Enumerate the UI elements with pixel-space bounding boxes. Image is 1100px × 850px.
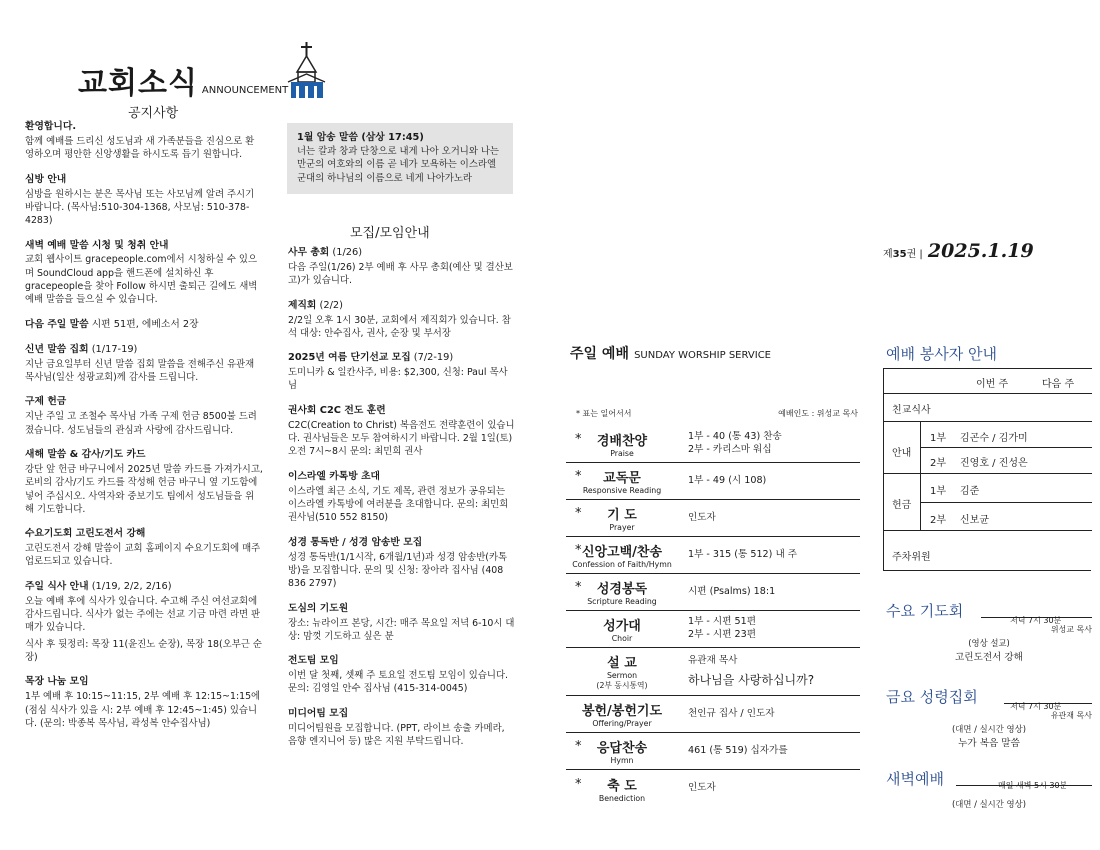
side-title: 새벽예배: [886, 770, 944, 788]
announcement-heading: 2025년 여름 단기선교 모집: [288, 352, 411, 364]
page-subtitle: 공지사항: [128, 106, 179, 121]
col-this-week: 이번 주: [976, 379, 1009, 390]
worship-meta: [576, 408, 858, 419]
announcement-item: [288, 351, 516, 393]
order-detail: [678, 475, 860, 488]
order-title-ko: 교독문: [603, 471, 641, 486]
worship-order-row: [566, 696, 860, 733]
servant-offering: 헌금: [892, 500, 912, 511]
announcement-date: (1/19, 2/2, 2/16): [88, 580, 172, 592]
announcement-body: 장소: 뉴라이프 본당, 시간: 매주 목요일 저녁 6-10시 대상: 맘껏 기도하고 싶은 분: [288, 617, 515, 642]
friday-service: [886, 686, 1092, 749]
side-title: 금요 성령집회: [886, 688, 978, 706]
side-line: 고린도전서 강해: [955, 652, 1023, 663]
announcement-heading: 새벽 예배 말씀 시청 및 청취 안내: [25, 239, 169, 251]
announcement-title: [288, 404, 516, 418]
usher-names-1: 김곤수 / 김가미: [960, 433, 1028, 444]
side-time: 저녁 7시 30분: [1010, 702, 1062, 711]
order-detail-line: 시편 (Psalms) 18:1: [688, 585, 776, 597]
worship-order-row: [566, 463, 860, 500]
announcement-title: [288, 299, 516, 313]
order-title-en: Sermon: [606, 671, 638, 680]
announcement-body: 지난 금요일부터 신년 말씀 집회 말씀을 전해주신 유관재 목사님(일산 성광교회)께 감사를 드립니다.: [25, 358, 255, 383]
order-title-ko: 봉헌/봉헌기도: [581, 704, 663, 719]
order-title-en: Hymn: [610, 756, 634, 765]
order-label: [566, 541, 678, 569]
order-detail: [678, 745, 860, 758]
standing-mark: *: [575, 739, 582, 754]
announcement-title: [25, 239, 263, 253]
order-label: [566, 578, 678, 606]
issue-date: 2025.1.19: [927, 240, 1034, 262]
order-title-ko: 경배찬양: [596, 434, 648, 449]
announcement-heading: 미디어팀 모집: [288, 707, 349, 719]
announcement-title: [25, 343, 263, 357]
announcement-body: 이스라엘 최근 소식, 기도 제목, 관련 정보가 공유되는 이스라엘 카톡방에 여러분을 초대합니다. 문의: 최민희 권사님(510 552 8150): [288, 485, 509, 524]
announcement-item: [288, 246, 516, 288]
order-label: [566, 467, 678, 495]
worship-order-row: [566, 611, 860, 648]
announcement-item: [25, 675, 263, 730]
announcement-item: [288, 707, 516, 749]
order-title-en: Responsive Reading: [582, 486, 662, 495]
order-detail: [678, 616, 860, 642]
order-label: [566, 430, 678, 458]
order-title-en: Benediction: [598, 793, 646, 803]
usher-part-2: 2부: [930, 458, 947, 469]
announcement-body: 다음 주일(1/26) 2부 예배 후 사무 총회(예산 및 결산보고)가 있습니다.: [288, 261, 513, 287]
announcement-heading: 새해 말씀 & 감사/기도 카드: [25, 448, 146, 460]
announcement-body: 심방을 원하시는 분은 목사님 또는 사모님께 알려 주시기 바랍니다. (목사님:510-304-1368, 사모님: 510-378-4283): [25, 188, 255, 227]
announcement-item: [25, 343, 263, 385]
order-detail-line: 1부 - 315 (통 512) 내 주: [688, 548, 798, 560]
order-detail: [678, 549, 860, 562]
standing-mark: *: [575, 469, 582, 484]
announcement-body: 이번 달 첫째, 셋째 주 토요일 전도팀 모임이 있습니다. 문의: 김영일 안수 집사님 (415-314-0045): [288, 670, 508, 695]
side-speaker: 위성교 목사: [1050, 625, 1092, 634]
order-title-ko: 축 도: [607, 778, 637, 794]
offering-part-2: 2부: [930, 515, 947, 526]
col-next-week: 다음 주: [1042, 379, 1075, 390]
announcement-body: 오늘 예배 후에 식사가 있습니다. 수고해 주신 여선교회에 감사드립니다. 식사가 없는 주에는 선교 기금 마련 라면 판매가 있습니다.: [25, 595, 261, 634]
recruit-title: 모집/모임안내: [350, 226, 430, 241]
order-detail: [678, 512, 860, 525]
order-detail-line: 1부 - 49 (시 108): [688, 474, 767, 486]
announcement-heading: 제직회: [288, 299, 317, 311]
standing-mark: *: [575, 543, 582, 558]
worship-title: 주일 예배 SUNDAY WORSHIP SERVICE: [570, 346, 771, 362]
announcements-mid: [288, 246, 516, 759]
memory-verse-box: [287, 123, 513, 194]
announcement-title: [288, 246, 516, 260]
order-detail: [678, 431, 860, 457]
announcement-item: [25, 448, 263, 516]
announcement-title: [288, 351, 516, 365]
announcement-heading: 다음 주일 말씀: [25, 318, 89, 330]
wednesday-service: [886, 600, 1092, 663]
announcement-title: [288, 470, 516, 484]
announcement-item: [25, 120, 263, 162]
issue-info: [883, 240, 1034, 262]
standing-mark: *: [575, 506, 582, 521]
announcement-body: 2/2일 오후 1시 30분, 교회에서 제직회가 있습니다. 참석 대상: 안수집사, 권사, 순장 및 부서장: [288, 314, 511, 339]
order-label: [566, 775, 678, 803]
worship-order-row: [566, 733, 860, 770]
order-label: [566, 700, 678, 728]
announcement-heading: 신년 말씀 집회: [25, 343, 89, 355]
announcement-heading: 권사회 C2C 전도 훈련: [288, 404, 386, 416]
announcement-body: 미디어팀원을 모집합니다. (PPT, 라이브 송출 카메라, 음향 엔지니어 등) 많은 지원 부탁드립니다.: [288, 722, 505, 748]
order-label: [566, 504, 678, 532]
memory-verse-text: 너는 칼과 창과 단창으로 내게 나아 오거니와 나는 만군의 여호와의 이름 곧 네가 모욕하는 이스라엘 군대의 하나님의 이름으로 네게 나아가노라: [297, 145, 499, 184]
announcement-item: [25, 173, 263, 228]
side-time: 저녁 7시 30분: [1010, 616, 1062, 625]
announcement-item: [25, 239, 263, 307]
announcement-title: [288, 536, 516, 550]
servant-usher: 안내: [892, 448, 912, 459]
order-detail-line: 2부 - 카리스마 워십: [688, 444, 772, 455]
announcement-body: 교회 웹사이트 gracepeople.com에서 시청하실 수 있으며 SoundCloud app을 핸드폰에 설치하신 후 gracepeople을 찾아 Follow 하시면 출퇴근 길에도 새벽예배 말씀을 들으실 수 있습니다.: [25, 254, 258, 306]
order-title-en: Prayer: [609, 523, 635, 532]
announcement-header: [78, 58, 288, 102]
announcement-heading: 도심의 기도원: [288, 602, 349, 614]
announcement-body: 성경 통독반(1/1시작, 6개월/1년)과 성경 암송반(카톡방)을 모집합니다. 문의 및 신청: 장아라 집사님 (408 836 2797): [288, 551, 508, 590]
announcement-heading: 심방 안내: [25, 173, 67, 185]
announcement-body: 함께 예배를 드리신 성도님과 새 가족분들을 진심으로 환영하오며 평안한 신앙생활을 하시도록 듭기 원합니다.: [25, 135, 255, 161]
order-detail-line: 2부 - 시편 23편: [688, 629, 756, 640]
page-title: 교회소식: [78, 66, 198, 101]
servant-fellowship: 친교식사: [892, 405, 931, 416]
standing-mark: *: [575, 432, 582, 447]
announcement-note: 식사 후 뒷정리: 목장 11(윤진노 순장), 목장 18(오부근 순장): [25, 638, 262, 664]
order-detail: [678, 586, 860, 599]
announcements-left: [25, 120, 263, 741]
offering-names-2: 신보균: [960, 515, 989, 526]
announcement-item: [25, 527, 263, 569]
announcement-body: 고린도전서 강해 말씀이 교회 홈페이지 수요기도회에 매주 업로드되고 있습니다.: [25, 543, 261, 568]
announcement-heading: 사무 총회: [288, 247, 330, 258]
announcement-item: [288, 654, 516, 696]
announcement-heading: 구제 헌금: [25, 396, 67, 408]
side-title: 수요 기도회: [886, 602, 964, 620]
order-detail: [678, 655, 860, 688]
side-line: (영상 설교): [968, 638, 1010, 648]
announcement-title: [25, 527, 263, 541]
announcement-item: [288, 404, 516, 459]
announcement-date: (1/26): [329, 247, 363, 258]
announcement-item: [25, 318, 263, 332]
usher-part-1: 1부: [930, 433, 947, 444]
announcement-title: [25, 318, 263, 332]
servants-title: 예배 봉사자 안내: [886, 345, 997, 363]
side-line: (대면 / 실시간 영상): [952, 799, 1026, 809]
order-detail-line: 461 (통 519) 십자가를: [688, 744, 788, 756]
announcement-title: [25, 448, 263, 462]
church-icon: [285, 42, 329, 98]
order-title-en: Scripture Reading: [587, 597, 657, 606]
servants-table: [883, 368, 1091, 571]
order-detail-line: 하나님을 사랑하십니까?: [688, 672, 815, 687]
order-title-ko: 성가대: [603, 619, 641, 634]
order-title-ko: 성경봉독: [596, 582, 648, 597]
page-title-en: ANNOUNCEMENT: [201, 85, 289, 96]
issue-volume: 제35권 |: [883, 249, 923, 260]
servant-parking: 주차위원: [892, 552, 931, 563]
announcement-date: (7/2-19): [410, 352, 454, 364]
order-title-ko: 기 도: [607, 508, 637, 523]
announcement-item: [288, 470, 516, 525]
announcement-item: [288, 536, 516, 591]
announcement-heading: 성경 통독반 / 성경 암송반 모집: [288, 536, 423, 548]
order-label: [566, 615, 678, 643]
worship-legend: * 표는 일어서서: [576, 409, 632, 418]
worship-order-row: [566, 648, 860, 696]
order-detail: [678, 782, 860, 795]
standing-mark: *: [575, 776, 582, 792]
dawn-service: [886, 768, 1092, 810]
announcement-title: [25, 395, 263, 409]
order-title-en: Praise: [610, 449, 634, 458]
announcement-title: [288, 707, 516, 721]
announcement-body: 도미니카 & 일칸사주, 비용: $2,300, 신청: Paul 목사님: [288, 367, 508, 392]
worship-order-row: [566, 500, 860, 537]
announcement-heading: 주일 식사 안내: [25, 580, 89, 592]
worship-order-row: [566, 537, 860, 574]
worship-order-row: [566, 426, 860, 463]
announcement-title: [288, 654, 516, 668]
order-detail: [678, 708, 860, 721]
order-label: [566, 652, 678, 691]
announcement-body: C2C(Creation to Christ) 복음전도 전략훈련이 있습니다. 권사님들은 모두 참여하시기 바랍니다. 2월 1일(토) 오전 7시~8시 문의: 최민희 권사: [288, 419, 515, 458]
announcement-title: [25, 120, 263, 134]
announcement-heading: 이스라엘 카톡방 초대: [288, 470, 380, 482]
announcement-title: [288, 602, 516, 616]
announcement-body: 지난 주일 고 조철수 목사님 가족 구제 헌금 8500불 드려졌습니다. 성도님들의 관심과 사랑에 감사드립니다.: [25, 411, 257, 436]
announcement-date: (1/17-19): [88, 343, 138, 355]
side-time: 매일 새벽 5시 30분: [998, 781, 1068, 790]
worship-order: [566, 426, 860, 807]
offering-names-1: 김준: [960, 486, 980, 497]
announcement-heading: 목장 나눔 모임: [25, 676, 89, 688]
side-line: 누가 복음 말씀: [958, 738, 1020, 749]
order-title-ko: 응답찬송: [596, 741, 648, 756]
order-title-en: Offering/Prayer: [592, 719, 652, 728]
standing-mark: *: [575, 580, 582, 595]
worship-order-row: [566, 574, 860, 611]
announcement-date: (2/2): [316, 299, 343, 311]
announcement-title: [25, 675, 263, 689]
order-title-ko: 신앙고백/찬송: [581, 545, 663, 560]
order-detail-line: 인도자: [688, 511, 716, 523]
order-title-en: Choir: [611, 634, 633, 643]
announcement-title: [25, 173, 263, 187]
side-speaker: 유관재 목사: [1050, 711, 1092, 720]
side-line: (대면 / 실시간 영상): [952, 724, 1026, 734]
order-detail-line: 유관재 목사: [688, 654, 738, 666]
announcement-date: 시편 51편, 에베소서 2장: [88, 318, 199, 330]
worship-leader: 예배인도 : 위성교 목사: [778, 409, 858, 418]
announcement-heading: 환영합니다.: [25, 121, 77, 132]
announcement-title: [25, 580, 263, 594]
memory-verse-title: 1월 암송 말씀 (삼상 17:45): [297, 132, 424, 143]
usher-names-2: 진영호 / 진성은: [960, 458, 1028, 469]
announcement-heading: 전도팀 모임: [288, 655, 339, 667]
order-detail-line: 1부 - 시편 51편: [688, 616, 756, 628]
worship-order-row: [566, 770, 860, 807]
order-title-en: Confession of Faith/Hymn: [572, 560, 672, 569]
announcement-item: [25, 395, 263, 437]
order-detail-line: 인도자: [688, 782, 716, 794]
announcement-heading: 수요기도회 고린도전서 강해: [25, 528, 146, 540]
order-title-note: (2부 동시통역): [596, 681, 648, 690]
announcement-body: 강단 앞 헌금 바구니에서 2025년 말씀 카드를 가져가시고, 로비의 감사/기도 카드를 작성해 헌금 바구니 옆 기도함에 넣어 주십시오. 사역자와 중보기도 팀에서 성도님들을 위해 기도합니다.: [25, 463, 263, 515]
announcement-item: [288, 299, 516, 341]
order-detail-line: 1부 - 40 (통 43) 찬송: [688, 431, 782, 443]
order-detail-line: 천인규 집사 / 인도자: [688, 707, 775, 719]
offering-part-1: 1부: [930, 486, 947, 497]
order-title-ko: 설 교: [607, 656, 637, 671]
announcement-item: [288, 602, 516, 644]
announcement-item: [25, 580, 263, 665]
order-label: [566, 737, 678, 765]
announcement-body: 1부 예배 후 10:15~11:15, 2부 예배 후 12:15~1:15에 (점심 식사가 있을 시: 2부 예배 후 12:45~1:45) 있습니다. (문의: 박종복 목사님, 곽성복 안수집사님): [25, 691, 261, 729]
